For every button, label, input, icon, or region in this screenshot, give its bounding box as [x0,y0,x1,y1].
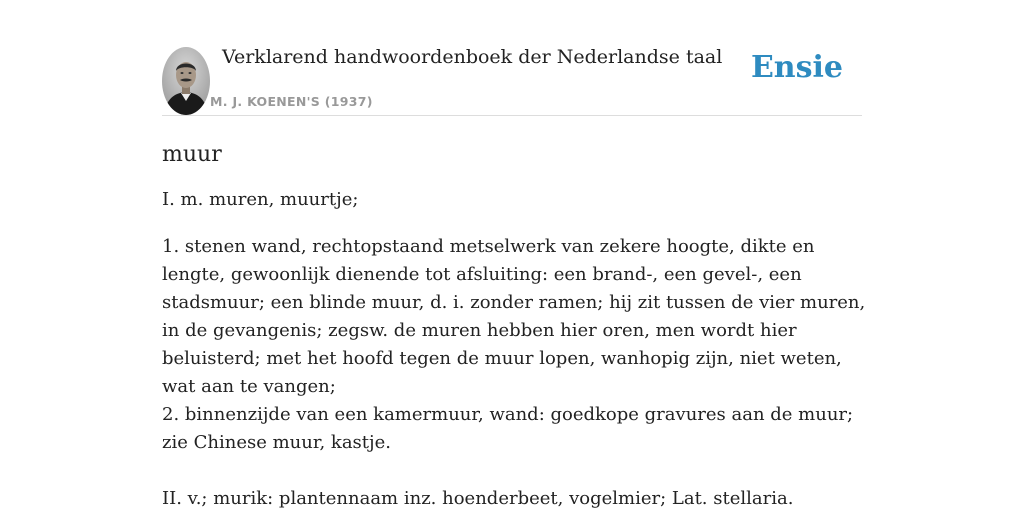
site-subtitle: M. J. KOENEN'S (1937) [210,94,373,109]
ensie-logo-link[interactable]: Ensie [750,50,843,85]
entry-senses [162,233,867,457]
portrait-image [162,47,210,115]
entry-part-two: II. v.; murik: plantennaam inz. hoenderbeet, vogelmier; Lat. stellaria. [162,488,794,509]
site-title: Verklarend handwoordenboek der Nederlandse taal [222,46,723,68]
entry-grammar: I. m. muren, muurtje; [162,189,359,210]
entry-headword: muur [162,142,222,167]
author-portrait [162,47,210,115]
site-header [162,40,862,116]
sense-2: 2. binnenzijde van een kamermuur, wand: goedkope gravures aan de muur; zie Chinese muur, kastje. [162,404,854,453]
dictionary-entry [162,138,882,512]
sense-1: 1. stenen wand, rechtopstaand metselwerk van zekere hoogte, dikte en lengte, gewoonlijk dienende tot afsluiting: een brand-, een gevel-, een stadsmuur; een blinde muur, d. i. zonder ramen; hij zit tussen de vier muren, in de gevangenis; zegsw. de muren hebben hier oren, men wordt hier beluisterd; met het hoofd tegen de muur lopen, wanhopig zijn, niet weten, wat aan te vangen; [162,236,866,397]
